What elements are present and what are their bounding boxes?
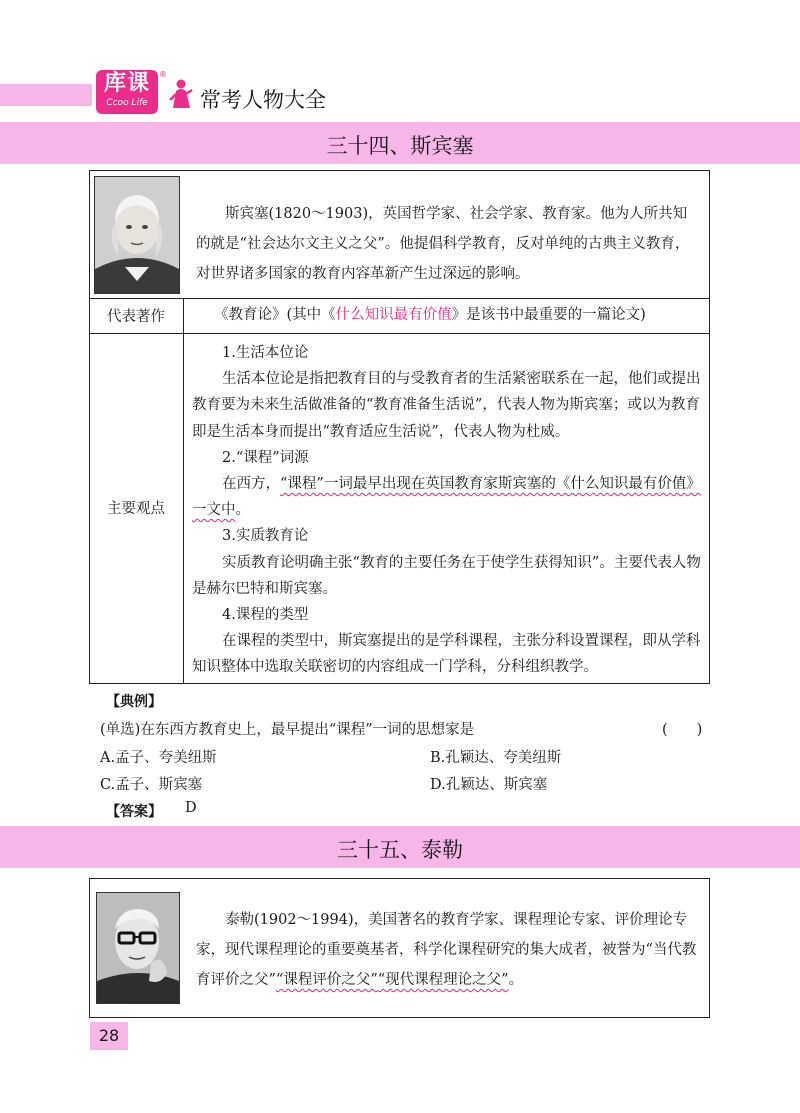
section-title-tyler: 三十五、泰勒 <box>337 838 463 862</box>
scholar-figure-icon <box>168 78 194 110</box>
view-2-body <box>192 471 702 523</box>
registered-mark: ® <box>159 70 167 79</box>
views-label: 主要观点 <box>107 501 165 517</box>
option-a: A.孟子、夸美纽斯 <box>100 750 217 766</box>
view-1-title: 1.生活本位论 <box>222 345 309 361</box>
section-title-spencer: 三十四、斯宾塞 <box>326 134 474 158</box>
option-d: D.孔颖达、斯宾塞 <box>430 777 548 793</box>
view-3-title: 3.实质教育论 <box>222 528 309 545</box>
logo-main-text: 库课 <box>103 71 150 96</box>
tyler-bio-wavy-1: “课程评价之父” <box>275 972 378 988</box>
works-text-post: 》是该书中最重要的一篇论文) <box>451 307 646 323</box>
answer-heading: 【答案】 <box>106 804 162 820</box>
option-b: B.孔颖达、夸美纽斯 <box>430 750 562 766</box>
answer-value: D <box>185 800 197 816</box>
option-c: C.孟子、斯宾塞 <box>100 777 203 793</box>
view-2-wavy: “课程”一词最早出现在英国教育家斯宾塞的《什么知识最有价值》一文中 <box>192 476 701 519</box>
page-number: 28 <box>90 1022 128 1050</box>
main-views <box>192 340 702 681</box>
view-4-body: 在课程的类型中，斯宾塞提出的是学科课程，主张分科设置课程，即从学科知识整体中选取关联密切的内容组成一门学科，分科组织教学。 <box>192 633 701 676</box>
tyler-bio-pre: 泰勒(1902～1994)，美国著名的教育学家、课程理论专家、评价理论专家，现代课程理论的重要奠基者，科学化课程研究的集大成者，被誉为“当代教育评价之父” <box>196 912 697 988</box>
spencer-bio: 斯宾塞(1820～1903)，英国哲学家、社会学家、教育家。他为人所共知的就是“社会达尔文主义之父”。他提倡科学教育，反对单纯的古典主义教育，对世界诸多国家的教育内容革新产生过深远的影响。 <box>196 206 690 282</box>
example-heading: 【典例】 <box>106 694 162 710</box>
view-1-body: 生活本位论是指把教育目的与受教育者的生活紧密联系在一起，他们或提出教育要为未来生活做准备的“教育准备生活说”，代表人物为斯宾塞；或以为教育即是生活本身而提出“教育适应生活说”，代表人物为杜威。 <box>192 371 701 440</box>
example-question: (单选)在东西方教育史上，最早提出“课程”一词的思想家是 <box>100 722 475 738</box>
works-highlight: 什么知识最有价值 <box>335 307 452 323</box>
spencer-portrait <box>94 176 180 294</box>
tyler-bio-post: 。 <box>508 972 524 988</box>
series-title: 常考人物大全 <box>200 88 326 112</box>
tyler-bio-wavy-2: “现代课程理论之父” <box>377 972 509 988</box>
brand-logo <box>96 70 158 114</box>
works-text-pre: 《教育论》(其中《 <box>214 307 336 323</box>
tyler-portrait <box>96 892 180 1004</box>
tyler-bio <box>196 905 700 995</box>
view-3-body: 实质教育论明确主张“教育的主要任务在于使学生获得知识”。主要代表人物是赫尔巴特和斯宾塞。 <box>192 554 701 597</box>
header-band <box>0 84 92 106</box>
logo-sub-text: Ccoo Life <box>106 98 148 108</box>
column-divider <box>183 298 184 684</box>
answer-parentheses: ( ) <box>662 722 703 738</box>
view-4-title: 4.课程的类型 <box>222 607 309 624</box>
works-label: 代表著作 <box>107 309 165 325</box>
view-2-title: 2.“课程”词源 <box>222 449 309 466</box>
view-2-body-post: 。 <box>235 502 250 519</box>
works-text <box>214 303 704 327</box>
view-2-body-pre: 在西方， <box>222 476 280 493</box>
